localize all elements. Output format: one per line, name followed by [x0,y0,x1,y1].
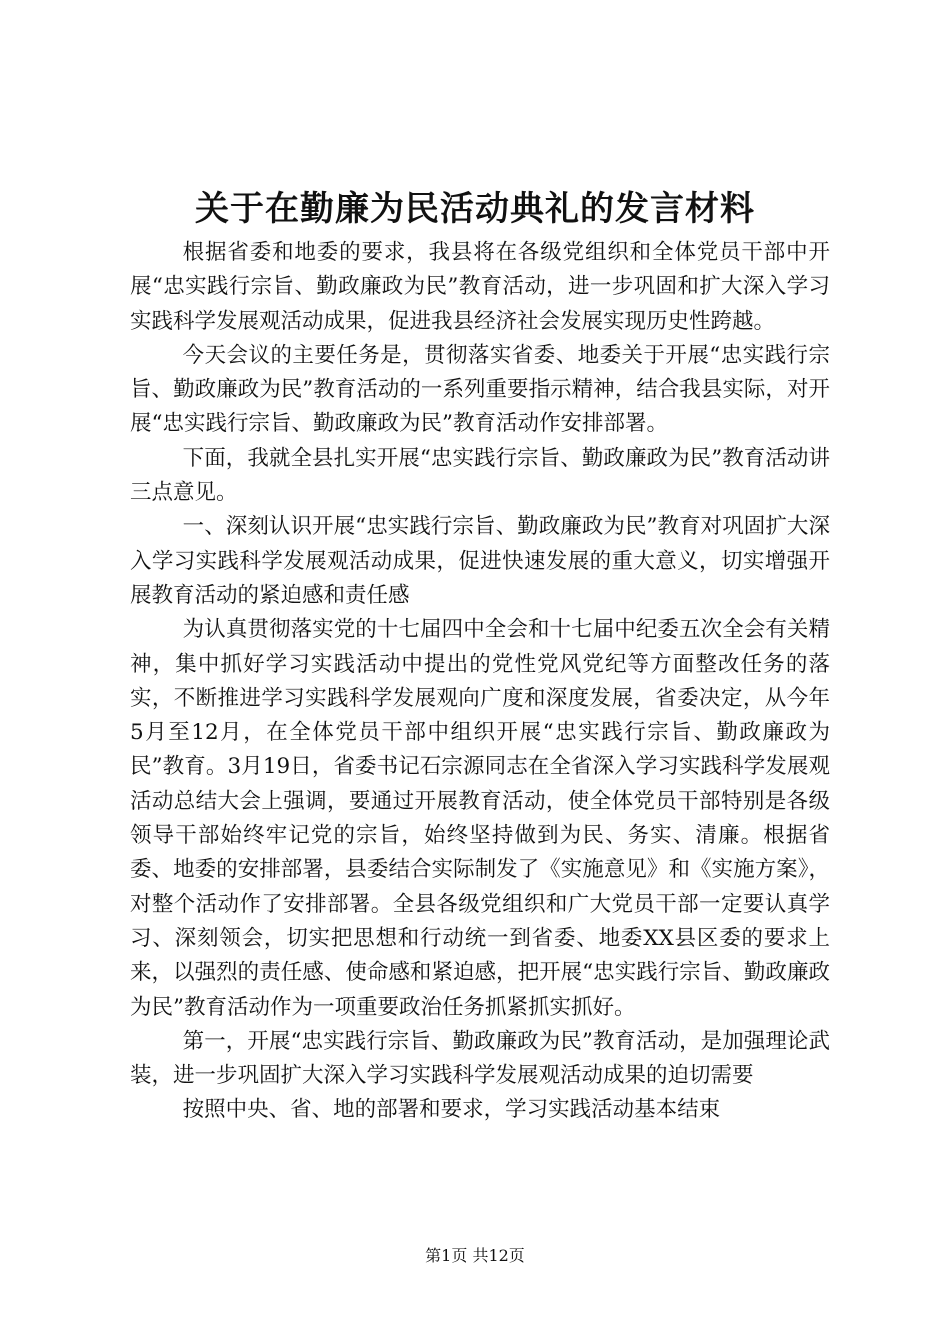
paragraph: 按照中央、省、地的部署和要求，学习实践活动基本结束 [182,1097,721,1123]
paragraph: 为认真贯彻落实党的十七届四中全会和十七届中纪委五次全会有关精神，集中抓好学习实践活动中提出的党性党风党纪等方面整改任务的落实，不断推进学习实践科学发展观向广度和深度发展，省委决定，从今年5月至12月，在全体党员干部中组织开展“忠实践行宗旨、勤政廉政为民”教育。3月19日，省委书记石宗源同志在全省深入学习实践科学发展观活动总结大会上强调，要通过开展教育活动，使全体党员干部特别是各级领导干部始终牢记党的宗旨，始终坚持做到为民、务实、清廉。根据省委、地委的安排部署，县委结合实际制发了《实施意见》和《实施方案》，对整个活动作了安排部署。全县各级党组织和广大党员干部一定要认真学习、深刻领会，切实把思想和行动统一到省委、地委XX县区委的要求上来，以强烈的责任感、使命感和紧迫感，把开展“忠实践行宗旨、勤政廉政为民”教育活动作为一项重要政治任务抓紧抓实抓好。 [130,617,830,1020]
page-number-footer: 第1页 共12页 [425,1246,525,1265]
subsection-heading: 第一，开展“忠实践行宗旨、勤政廉政为民”教育活动，是加强理论武装，进一步巩固扩大深入学习实践科学发展观活动成果的迫切需要 [130,1028,830,1089]
document-body [130,236,830,1128]
paragraph: 根据省委和地委的要求，我县将在各级党组织和全体党员干部中开展“忠实践行宗旨、勤政廉政为民”教育活动，进一步巩固和扩大深入学习实践科学发展观活动成果，促进我县经济社会发展实现历史性跨越。 [130,240,830,334]
document-title: 关于在勤廉为民活动典礼的发言材料 [195,189,755,229]
paragraph: 今天会议的主要任务是，贯彻落实省委、地委关于开展“忠实践行宗旨、勤政廉政为民”教育活动的一系列重要指示精神，结合我县实际，对开展“忠实践行宗旨、勤政廉政为民”教育活动作安排部署。 [130,342,830,437]
section-heading: 一、深刻认识开展“忠实践行宗旨、勤政廉政为民”教育对巩固扩大深入学习实践科学发展观活动成果，促进快速发展的重大意义，切实增强开展教育活动的紧迫感和责任感 [130,514,830,608]
paragraph: 下面，我就全县扎实开展“忠实践行宗旨、勤政廉政为民”教育活动讲三点意见。 [130,445,830,506]
